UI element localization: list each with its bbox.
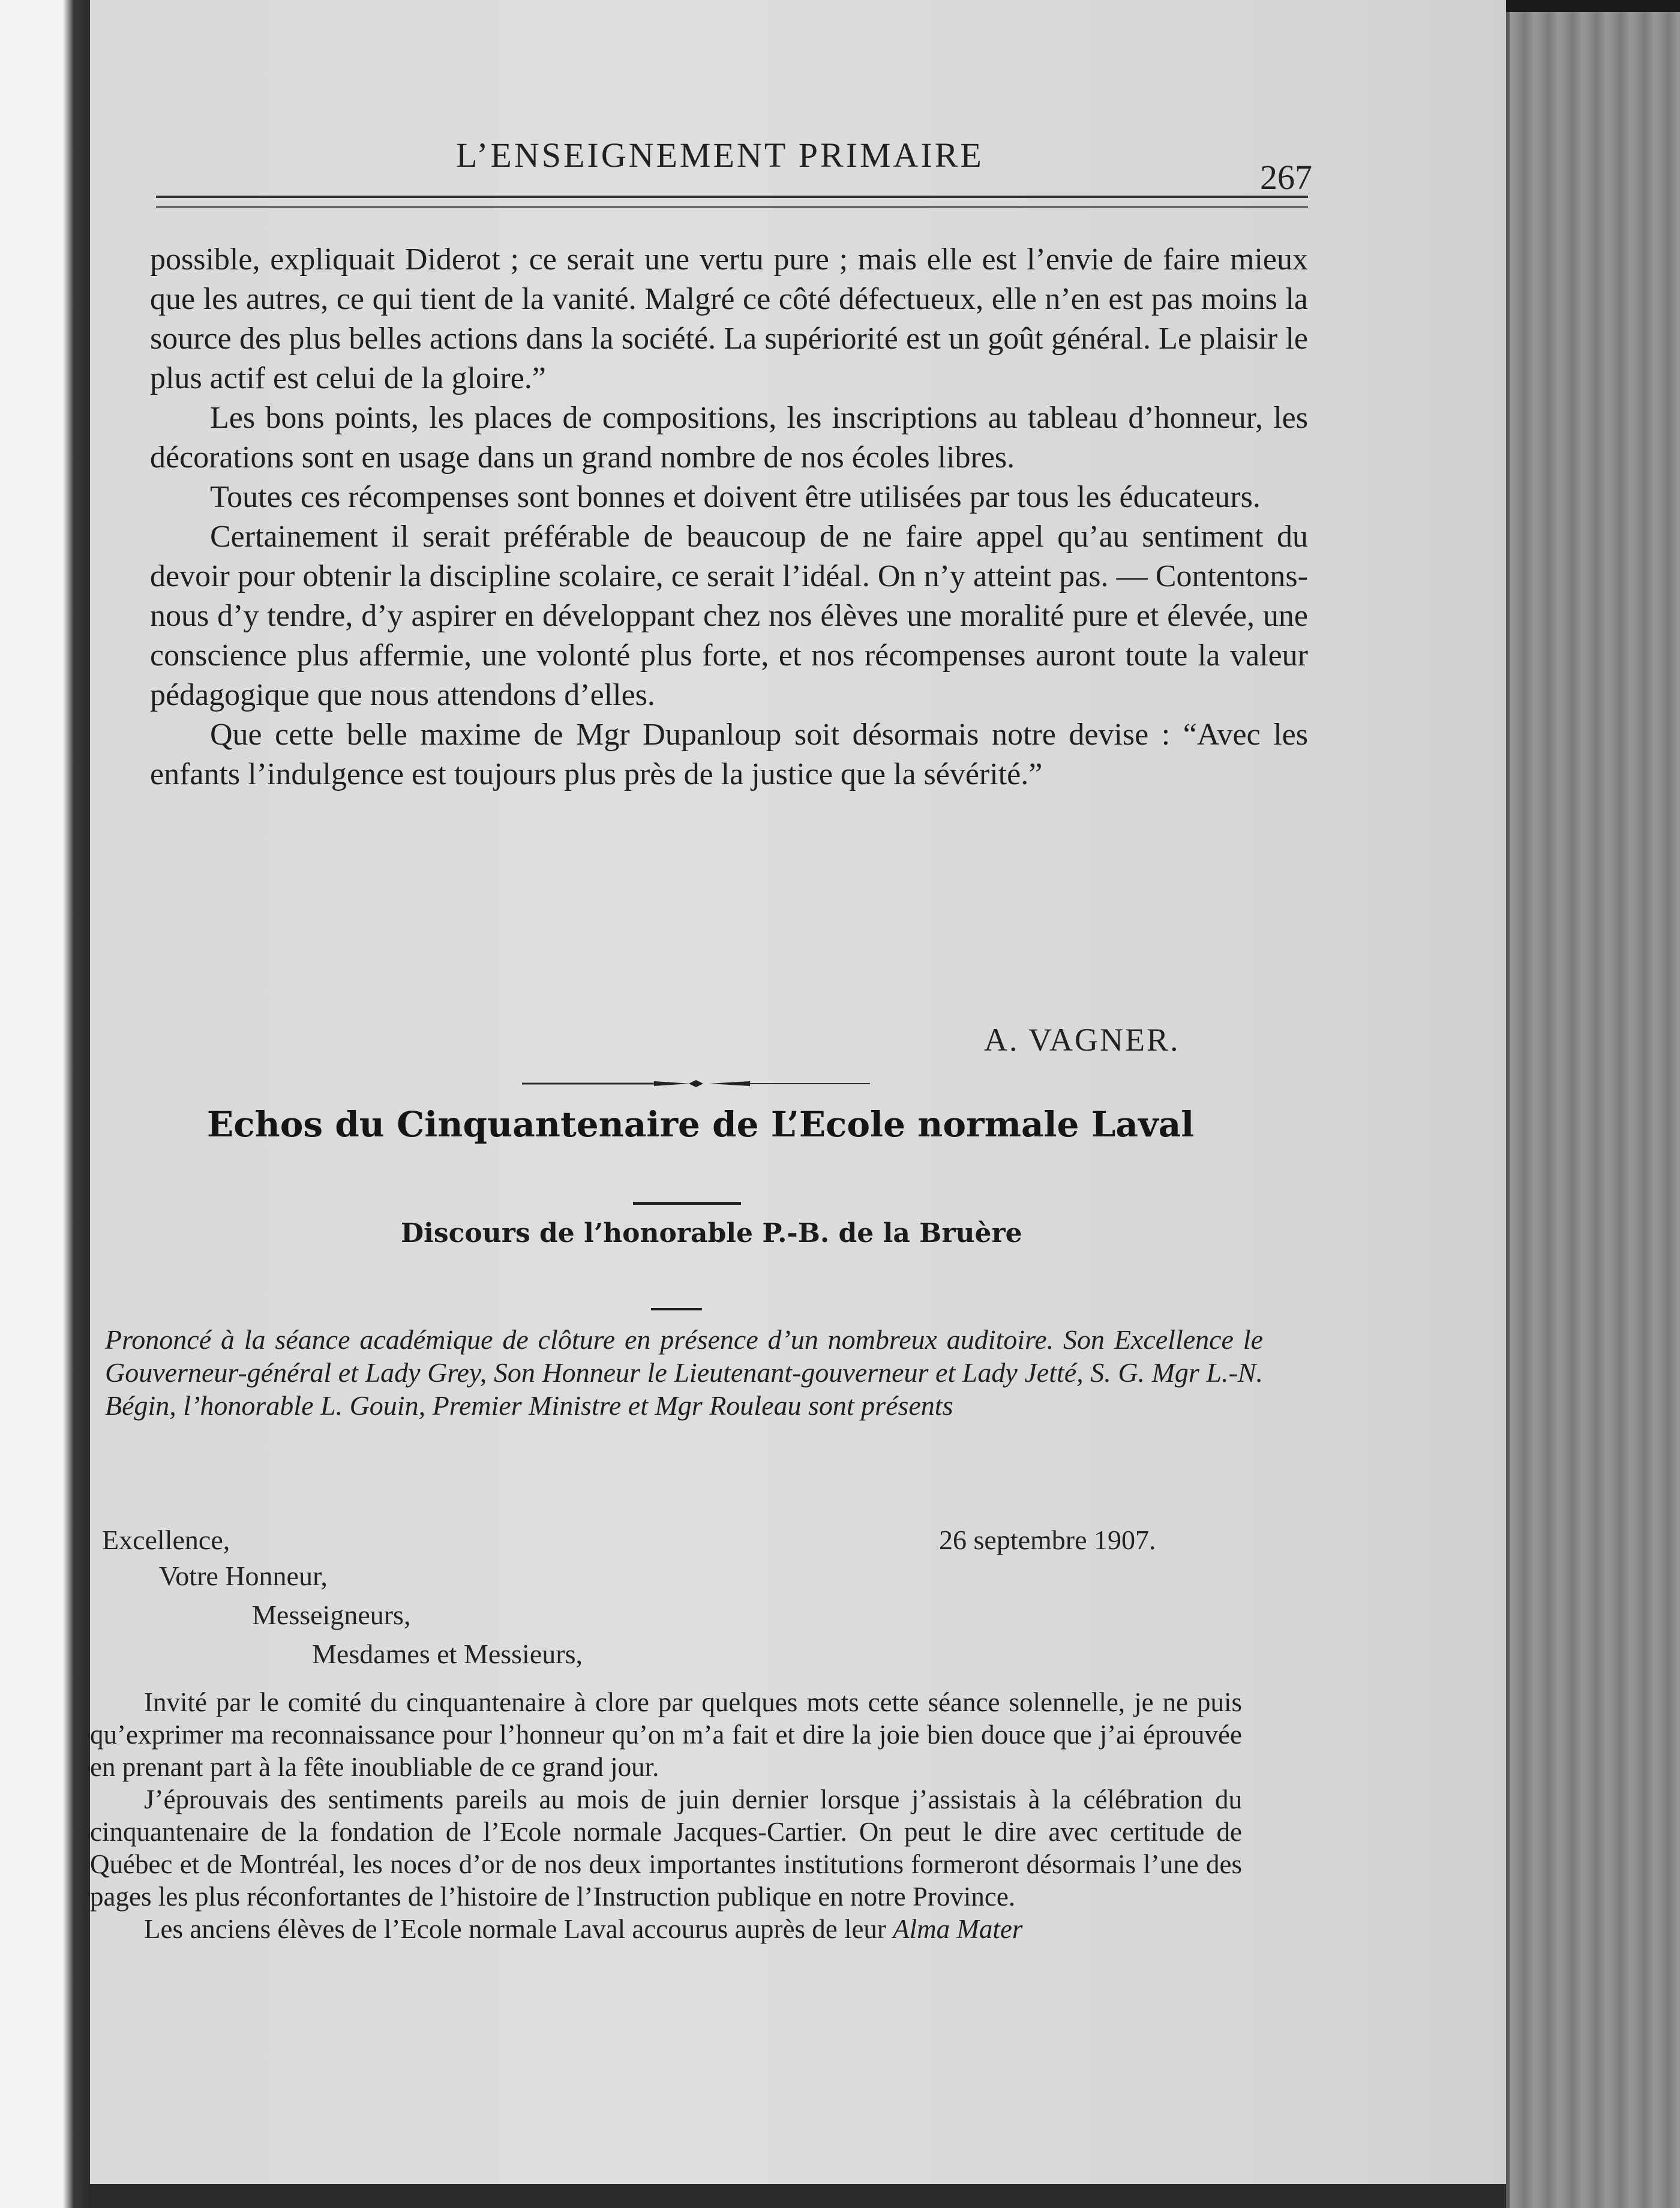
alma-mater-italic: Alma Mater bbox=[893, 1914, 1023, 1944]
speech-paragraph-2: J’éprouvais des sentiments pareils au mois de juin dernier lorsque j’assistais à la célébration du cinquantenaire de la fondation de l’Ecole normale Jacques-Cartier. On peut le dire avec certitude de Québec et de Montréal, les noces d’or de nos deux importantes institutions formeront désormais l’une des pages les plus réconfortantes de l’histoire de l’Instruction publique en notre Province. bbox=[90, 1784, 1242, 1912]
scan-left-margin bbox=[0, 0, 90, 2208]
header-rule-bottom bbox=[156, 206, 1308, 208]
page-number: 267 bbox=[1260, 158, 1312, 197]
author-signature: A. VAGNER. bbox=[984, 1022, 1180, 1058]
speech-intro: Prononcé à la séance académique de clôture en présence d’un nombreux auditoire. Son Excellence le Gouverneur-général et Lady Grey, Son Honneur le Lieutenant-gouverneur et Lady Jetté, S. G. Mgr L.-N. Bégin, l’honorable L. Gouin, Premier Ministre et Mgr Rouleau sont présents bbox=[105, 1324, 1263, 1421]
speech-paragraph-1: Invité par le comité du cinquantenaire à clore par quelques mots cette séance solennelle, je ne puis qu’exprimer ma reconnaissance pour l’honneur qu’on m’a fait et dire la joie bien douce que j’ai éprouvée en prenant part à la fête inoubliable de ce grand jour. bbox=[90, 1687, 1242, 1782]
book-spine bbox=[1506, 12, 1680, 2208]
speech-paragraph-3-text: Les anciens élèves de l’Ecole normale Laval accourus auprès de leur bbox=[144, 1914, 893, 1944]
subheading-rule bbox=[651, 1308, 702, 1310]
speech-body bbox=[90, 1686, 1242, 1945]
speech-paragraph-3 bbox=[90, 1913, 1242, 1945]
article-paragraph-3: Toutes ces récompenses sont bonnes et doivent être utilisées par tous les éducateurs. bbox=[210, 480, 1261, 514]
section-ornament bbox=[522, 1078, 870, 1090]
heading-rule bbox=[633, 1202, 741, 1205]
article-paragraph-5: Que cette belle maxime de Mgr Dupanloup soit désormais notre devise : “Avec les enfants l’indulgence est toujours plus près de la justice que la sévérité.” bbox=[150, 718, 1308, 791]
article-paragraph-2: Les bons points, les places de compositions, les inscriptions au tableau d’honneur, les décorations sont en usage dans un grand nombre de nos écoles libres. bbox=[150, 401, 1308, 475]
running-header: L’ENSEIGNEMENT PRIMAIRE bbox=[456, 136, 984, 175]
article-paragraph-4: Certainement il serait préférable de beaucoup de ne faire appel qu’au sentiment du devoir pour obtenir la discipline scolaire, ce serait l’idéal. On n’y atteint pas. — Contentons-nous d’y tendre, d’y aspirer en développant chez nos élèves une moralité pure et élevée, une conscience plus affermie, une volonté plus forte, et nos récompenses auront toute la valeur pédagogique que nous attendons d’elles. bbox=[150, 520, 1308, 712]
section-subheading: Discours de l’honorable P.-B. de la Bruère bbox=[401, 1218, 1022, 1249]
scan-bottom-edge bbox=[90, 2184, 1506, 2208]
speech-date: 26 septembre 1907. bbox=[939, 1525, 1156, 1555]
salutation-excellence: Excellence, bbox=[102, 1525, 230, 1555]
salutation-messeigneurs: Messeigneurs, bbox=[252, 1600, 411, 1630]
article-text bbox=[150, 240, 1308, 794]
salutation-mesdames: Mesdames et Messieurs, bbox=[312, 1639, 583, 1669]
section-heading: Echos du Cinquantenaire de L’Ecole normale Laval bbox=[207, 1104, 1195, 1145]
article-paragraph-1: possible, expliquait Diderot ; ce serait une vertu pure ; mais elle est l’envie de faire mieux que les autres, ce qui tient de la vanité. Malgré ce côté défectueux, elle n’en est pas moins la source des plus belles actions dans la société. La supériorité est un goût général. Le plaisir le plus actif est celui de la gloire.” bbox=[150, 242, 1308, 395]
header-rule-top bbox=[156, 196, 1308, 198]
salutation-honneur: Votre Honneur, bbox=[159, 1561, 328, 1591]
